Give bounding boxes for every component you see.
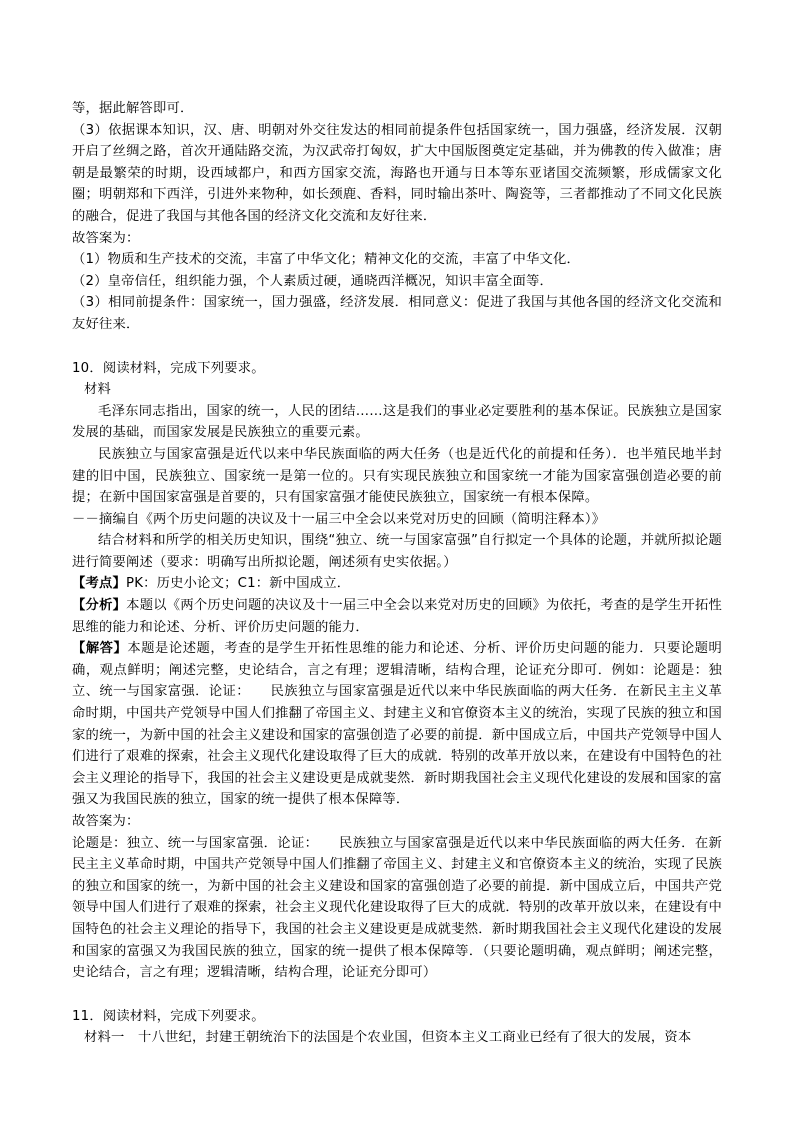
question-task: 结合材料和所学的相关历史知识，围绕“独立、统一与国家富强”自行拟定一个具体的论题，并就所拟论题进行简要阐述（要求：明确写出所拟论题，阐述须有史实依据。） [72,533,722,570]
answer-item-1: （1）物质和生产技术的交流，丰富了中华文化；精神文化的交流，丰富了中华文化． [72,252,581,268]
document-page [72,98,722,1049]
answer-item-3: （3）相同前提条件：国家统一，国力强盛，经济发展．相同意义：促进了我国与其他各国的经济文化交流和友好往来． [72,295,722,332]
question-10-title: 10．阅读材料，完成下列要求。 [72,360,265,376]
q11-material-1: 材料一 十八世纪，封建王朝统治下的法国是个农业国，但资本主义工商业已经有了很大的发展，资本 [84,1030,692,1046]
answer-text-10: 论题是：独立、统一与国家富强．论证： 民族独立与国家富强是近代以来中华民族面临的两大任务．在新民主主义革命时期，中国共产党领导中国人们推翻了帝国主义、封建主义和官僚资本主义的统治，实现了民族的独立和国家的统一，为新中国的社会主义建设和国家的富强创造了必要的前提．新中国成立后，中国共产党领导中国人们进行了艰难的探索，社会主义现代化建设取得了巨大的成就．特别的改革开放以来，在建设有中国特色的社会主义理论的指导下，我国的社会主义建设更是成就斐然．新时期我国社会主义现代化建设的发展和国家的富强又为我国民族的独立，国家的统一提供了根本保障等．（只要论题明确，观点鲜明；阐述完整，史论结合，言之有理；逻辑清晰，结构合理，论证充分即可） [72,835,722,981]
jieda-row [72,638,722,811]
question-11-title: 11．阅读材料，完成下列要求。 [72,1008,265,1024]
material-paragraph-2: 民族独立与国家富强是近代以来中华民族面临的两大任务（也是近代化的前提和任务）．也半殖民地半封建的旧中国，民族独立、国家统一是第一位的。只有实现民族独立和国家统一才能为国家富强创造必要的前提；在新中国国家富强是首要的，只有国家富强才能使民族独立，国家统一有根本保障。 [72,446,722,506]
analysis-paragraph-3: （3）依据课本知识，汉、唐、明朝对外交往发达的相同前提条件包括国家统一，国力强盛，经济发展．汉朝开启了丝绸之路，首次开通陆路交流，为汉武帝打匈奴，扩大中国版图奠定定基础，并为佛教的传入做准；唐朝是最繁荣的时期，设西域都户，和西方国家交流，海路也开通与日本等东亚诸国交流频繁，形成儒家文化圈；明朝郑和下西洋，引进外来物种，如长颈鹿、香料，同时输出茶叶、陶瓷等，三者都推动了不同文化民族的融合，促进了我国与其他各国的经济文化交流和友好往来． [72,122,722,224]
answer-item-2: （2）皇帝信任，组织能力强，个人素质过硬，通晓西洋概况，知识丰富全面等． [72,273,554,289]
material-label: 材料 [84,382,111,398]
kaodian-row [72,573,722,595]
kaodian-tag: 【考点】 [72,576,126,592]
answer-label: 故答案为： [72,230,140,246]
fenxi-row [72,595,722,638]
material-source: －－摘编自《两个历史问题的决议及十一届三中全会以来党对历史的回顾（简明注释本）》 [72,511,606,527]
prev-answer-end: 等，据此解答即可． [72,101,194,116]
fenxi-tag: 【分析】 [72,598,127,614]
jieda-text: 本题是论述题，考查的是学生开拓性思维的能力和论述、分析、评价历史问题的能力．只要论题明确，观点鲜明；阐述完整，史论结合，言之有理；逻辑清晰，结构合理，论证充分即可．例如：论题是：独立、统一与国家富强．论证： 民族独立与国家富强是近代以来中华民族面临的两大任务．在新民主主义革命时期，中国共产党领导中国人们推翻了帝国主义、封建主义和官僚资本主义的统治，实现了民族的独立和国家的统一，为新中国的社会主义建设和国家的富强创造了必要的前提．新中国成立后，中国共产党领导中国人们进行了艰难的探索，社会主义现代化建设取得了巨大的成就．特别的改革开放以来，在建设有中国特色的社会主义理论的指导下，我国的社会主义建设更是成就斐然．新时期我国社会主义现代化建设的发展和国家的富强又为我国民族的独立，国家的统一提供了根本保障等． [72,641,722,808]
jieda-tag: 【解答】 [72,641,128,657]
kaodian-text: PK：历史小论文；C1：新中国成立． [126,576,351,592]
answer-label-10: 故答案为： [72,814,140,829]
fenxi-text: 本题以《两个历史问题的决议及十一届三中全会以来党对历史的回顾》为依托，考查的是学生开拓性思维的能力和论述、分析、评价历史问题的能力． [72,598,722,635]
material-paragraph-1: 毛泽东同志指出，国家的统一，人民的团结……这是我们的事业必定要胜利的基本保证。民族独立是国家发展的基础，而国家发展是民族独立的重要元素。 [72,403,722,441]
